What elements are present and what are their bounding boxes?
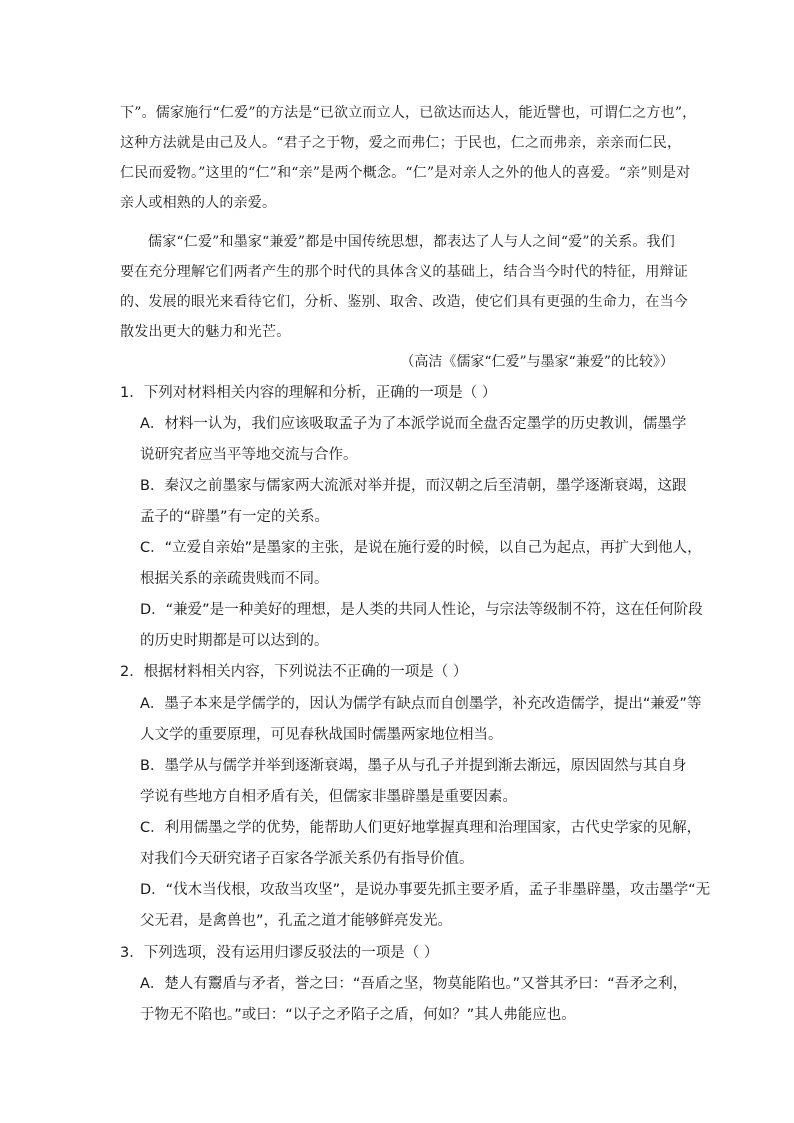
option-d: D．“伐木当伐根，攻敌当攻坚”，是说办事要先抓主要矛盾，孟子非墨辟墨，攻击墨学“无: [140, 882, 711, 898]
option-d: D．“兼爱”是一种美好的理想，是人类的共同人性论，与宗法等级制不符，这在任何阶段: [140, 602, 703, 618]
passage-source: （高洁《儒家“仁爱”与墨家“兼爱”的比较》）: [400, 354, 674, 370]
option-a-cont: 于物无不陷也。”或曰：“以子之矛陷子之盾，何如？”其人弗能应也。: [140, 1007, 576, 1023]
question-stem: 3．下列选项，没有运用归谬反驳法的一项是（ ）: [120, 945, 439, 961]
option-a: A．墨子本来是学儒学的，因认为儒学有缺点而自创墨学，补充改造儒学，提出“兼爱”等: [140, 696, 702, 712]
option-b-cont: 学说有些地方自相矛盾有关，但儒家非墨辟墨是重要因素。: [140, 789, 517, 805]
passage-line: 这种方法就是由己及人。“君子之于物，爱之而弗仁；于民也，仁之而弗亲，亲亲而仁民，: [120, 135, 682, 151]
question-stem: 1．下列对材料相关内容的理解和分析，正确的一项是（ ）: [120, 385, 497, 401]
option-b-cont: 孟子的“辟墨”有一定的关系。: [140, 509, 330, 525]
option-c-cont: 根据关系的亲疏贵贱而不同。: [140, 571, 329, 587]
option-d-cont: 父无君，是禽兽也”，孔孟之道才能够鲜亮发光。: [140, 913, 453, 929]
passage-line: 下”。儒家施行“仁爱”的方法是“已欲立而立人，已欲达而达人，能近譬也，可谓仁之方也”，: [120, 105, 697, 121]
option-a: A．材料一认为，我们应该吸取孟子为了本派学说而全盘否定墨学的历史教训，儒墨学: [140, 416, 687, 432]
question-stem: 2．根据材料相关内容，下列说法不正确的一项是（ ）: [120, 664, 468, 680]
option-b: B．墨学从与儒学并举到逐渐衰竭，墨子从与孔子并提到渐去渐远，原因固然与其自身: [140, 758, 687, 774]
option-b: B．秦汉之前墨家与儒家两大流派对举并提，而汉朝之后至清朝，墨学逐渐衰竭，这跟: [140, 478, 687, 494]
passage-line: 要在充分理解它们两者产生的那个时代的具体含义的基础上，结合当今时代的特征，用辩证: [120, 264, 688, 280]
option-a-cont: 说研究者应当平等地交流与合作。: [140, 447, 358, 463]
passage-line: 儒家“仁爱”和墨家“兼爱”都是中国传统思想，都表达了人与人之间“爱”的关系。我们: [148, 234, 675, 250]
passage-line: 亲人或相熟的人的亲爱。: [120, 195, 277, 211]
option-a-cont: 人文学的重要原理，可见春秋战国时儒墨两家地位相当。: [140, 727, 503, 743]
passage-line: 的、发展的眼光来看待它们，分析、鉴别、取舍、改造，使它们具有更强的生命力，在当今: [120, 294, 688, 310]
passage-line: 仁民而爱物。”这里的“仁”和“亲”是两个概念。“仁”是对亲人之外的他人的喜爱。“亲”则是对: [120, 165, 691, 181]
option-c: C．利用儒墨之学的优势，能帮助人们更好地掌握真理和治理国家，古代史学家的见解，: [140, 820, 702, 836]
option-c: C．“立爱自亲始”是墨家的主张，是说在施行爱的时候，以自己为起点，再扩大到他人，: [140, 540, 702, 556]
option-c-cont: 对我们今天研究诸子百家各学派关系仍有指导价值。: [140, 851, 474, 867]
passage-line: 散发出更大的魅力和光芒。: [120, 324, 291, 340]
option-d-cont: 的历史时期都是可以达到的。: [140, 633, 329, 649]
option-a: A．楚人有鬻盾与矛者，誉之曰：“吾盾之坚，物莫能陷也。”又誉其矛曰：“吾矛之利，: [140, 976, 688, 992]
